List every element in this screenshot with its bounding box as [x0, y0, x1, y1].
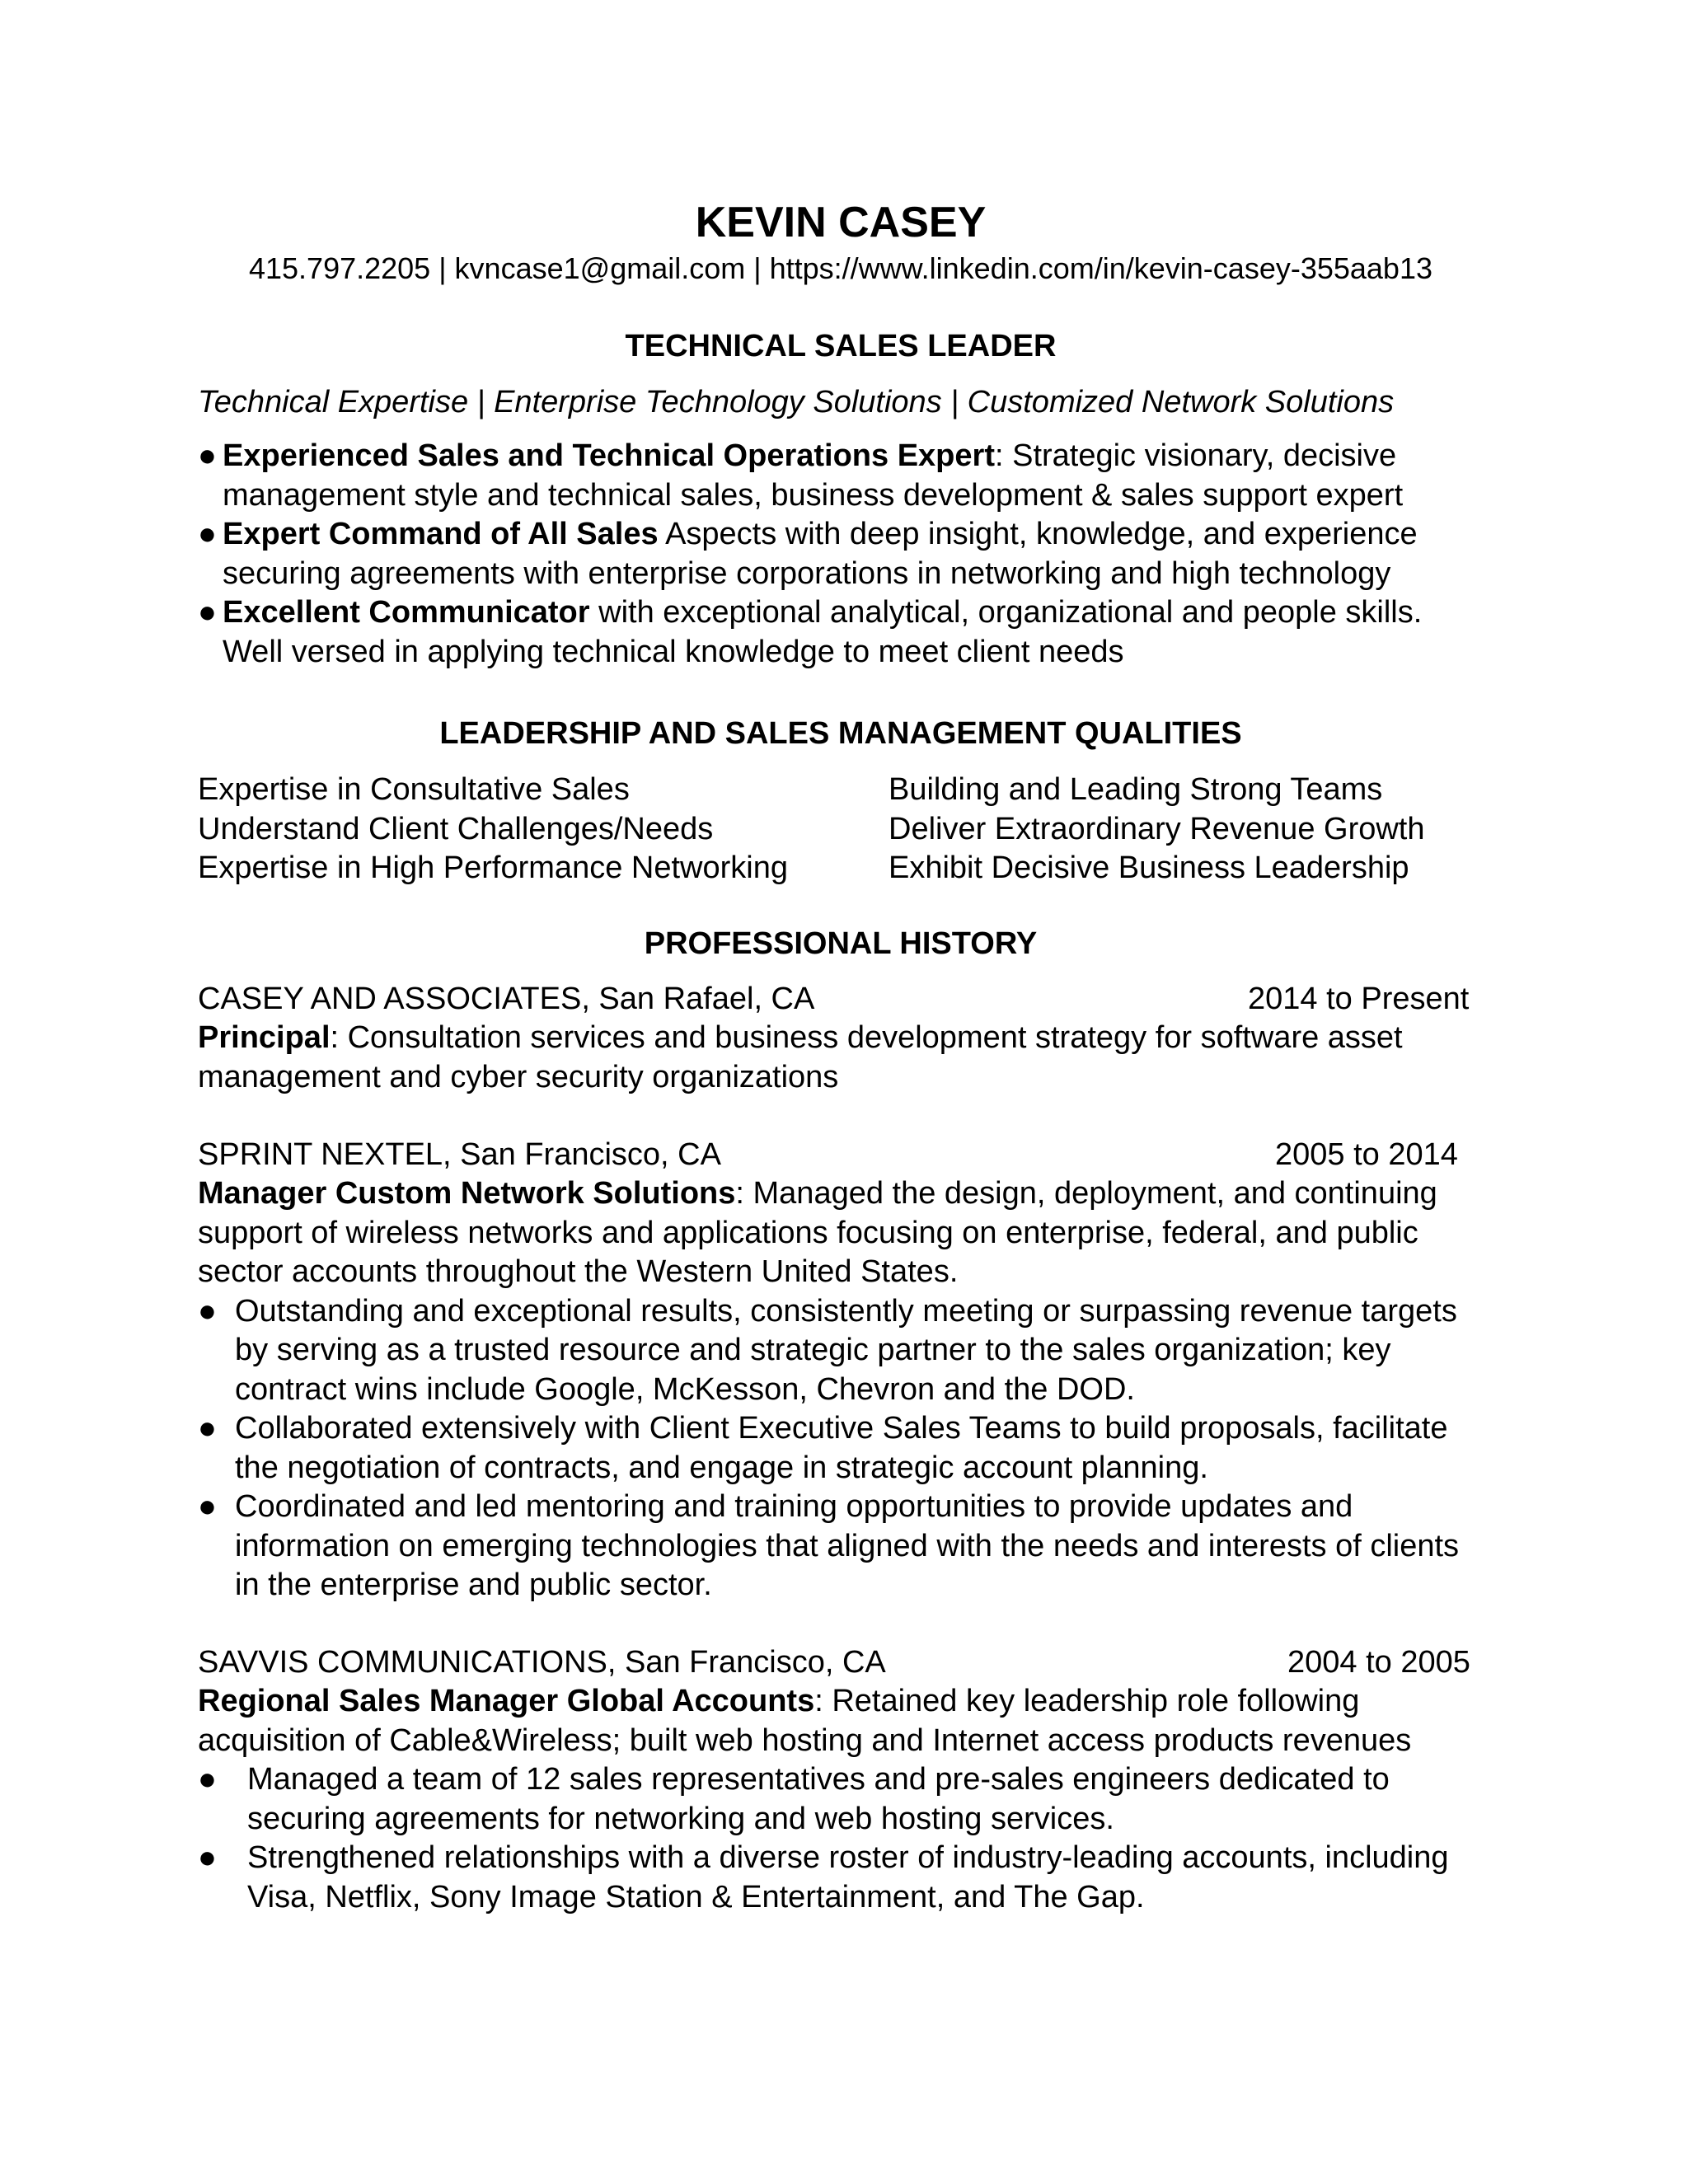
- candidate-name: KEVIN CASEY: [695, 199, 987, 246]
- job-bullet: [198, 1839, 1484, 1917]
- summary-item: [198, 593, 1484, 672]
- job-bullet: [198, 1292, 1484, 1410]
- quality-item: Exhibit Decisive Business Leadership: [889, 851, 1409, 885]
- summary-item-title: Experienced Sales and Technical Operations Expert: [223, 438, 995, 473]
- job-bullet-text: Strengthened relationships with a diverse roster of industry-leading accounts, including Visa, Netflix, Sony Image Station & Entertainment, and The Gap.: [247, 1840, 1449, 1915]
- job-summary: [198, 1174, 1484, 1292]
- job-header: [198, 1136, 1484, 1175]
- job-bullets: [198, 1292, 1484, 1605]
- bullet-icon: ●: [198, 1411, 217, 1446]
- quality-item: Expertise in Consultative Sales: [198, 772, 630, 807]
- job-summary: [198, 1682, 1484, 1760]
- qualities-grid: [198, 771, 1484, 888]
- quality-item: Understand Client Challenges/Needs: [198, 811, 714, 846]
- job-desc: : Managed the design, deployment, and continuing support of wireless networks and applications focusing on enterprise, federal, and public sector accounts throughout the Western United States.: [198, 1176, 1437, 1289]
- professional-title: TECHNICAL SALES LEADER: [625, 329, 1057, 363]
- job-role: Manager Custom Network Solutions: [198, 1176, 736, 1211]
- bullet-icon: ●: [198, 517, 217, 551]
- bullet-icon: ●: [198, 438, 217, 473]
- job-summary: [198, 1019, 1484, 1097]
- job-description: [198, 1019, 1484, 1097]
- job-bullets: [198, 1760, 1484, 1917]
- bullet-icon: ●: [198, 595, 217, 630]
- bullet-icon: ●: [198, 1293, 217, 1329]
- job-dates: 2014 to Present: [1248, 982, 1470, 1016]
- job-bullet-text: Managed a team of 12 sales representatives and pre-sales engineers dedicated to securing agreements for networking and web hosting services.: [247, 1762, 1390, 1836]
- job-bullet-text: Collaborated extensively with Client Executive Sales Teams to build proposals, facilitate the negotiation of contracts, and engage in strategic account planning.: [235, 1411, 1448, 1485]
- quality-item: Expertise in High Performance Networking: [198, 851, 788, 885]
- quality-item: Building and Leading Strong Teams: [889, 772, 1383, 807]
- summary-item: [198, 515, 1484, 593]
- job-role: Regional Sales Manager Global Accounts: [198, 1684, 815, 1718]
- job-header: [198, 1643, 1484, 1683]
- qualities-heading: LEADERSHIP AND SALES MANAGEMENT QUALITIES: [439, 716, 1242, 751]
- job-header: [198, 980, 1484, 1019]
- tagline: Technical Expertise | Enterprise Technology Solutions | Customized Network Solutions: [198, 385, 1395, 419]
- job-company: CASEY AND ASSOCIATES, San Rafael, CA: [198, 982, 815, 1016]
- summary-item-text: : Strategic visionary, decisive management style and technical sales, business development & sales support expert: [223, 438, 1404, 513]
- job-dates: 2004 to 2005: [1287, 1645, 1470, 1680]
- history-heading: PROFESSIONAL HISTORY: [644, 926, 1038, 961]
- job-dates: 2005 to 2014: [1275, 1137, 1458, 1172]
- summary-item-text: Aspects with deep insight, knowledge, and experience securing agreements with enterprise corporations in networking and high technology: [223, 517, 1418, 591]
- bullet-icon: ●: [198, 1489, 217, 1524]
- bullet-icon: ●: [198, 1840, 217, 1875]
- summary-item-title: Excellent Communicator: [223, 595, 590, 630]
- job-role: Principal: [198, 1020, 331, 1055]
- job-desc: : Retained key leadership role following acquisition of Cable&Wireless; built web hosting and Internet access products revenues: [198, 1684, 1412, 1758]
- job-bullet-text: Outstanding and exceptional results, consistently meeting or surpassing revenue targets by serving as a trusted resource and strategic partner to the sales organization; key contract wins include Google, McKesson, Chevron and the DOD.: [235, 1293, 1457, 1407]
- job-company: SAVVIS COMMUNICATIONS, San Francisco, CA: [198, 1645, 886, 1680]
- summary-item-title: Expert Command of All Sales: [223, 517, 659, 551]
- summary-item-text: with exceptional analytical, organizational and people skills. Well versed in applying technical knowledge to meet client needs: [223, 595, 1423, 669]
- job-company: SPRINT NEXTEL, San Francisco, CA: [198, 1137, 721, 1172]
- job-description: [198, 1174, 1484, 1605]
- job-bullet-text: Coordinated and led mentoring and training opportunities to provide updates and information on emerging technologies that aligned with the needs and interests of clients in the enterprise and public sector.: [235, 1489, 1460, 1602]
- job-description: [198, 1682, 1484, 1917]
- bullet-icon: ●: [198, 1762, 217, 1797]
- contact-line: 415.797.2205 | kvncase1@gmail.com | https://www.linkedin.com/in/kevin-casey-355aab13: [248, 251, 1432, 285]
- job-desc: : Consultation services and business development strategy for software asset management and cyber security organizations: [198, 1020, 1403, 1094]
- job-bullet: [198, 1409, 1484, 1488]
- job-bullet: [198, 1488, 1484, 1605]
- quality-item: Deliver Extraordinary Revenue Growth: [889, 811, 1425, 846]
- summary-list: [198, 437, 1484, 672]
- job-bullet: [198, 1760, 1484, 1839]
- summary-item: [198, 437, 1484, 515]
